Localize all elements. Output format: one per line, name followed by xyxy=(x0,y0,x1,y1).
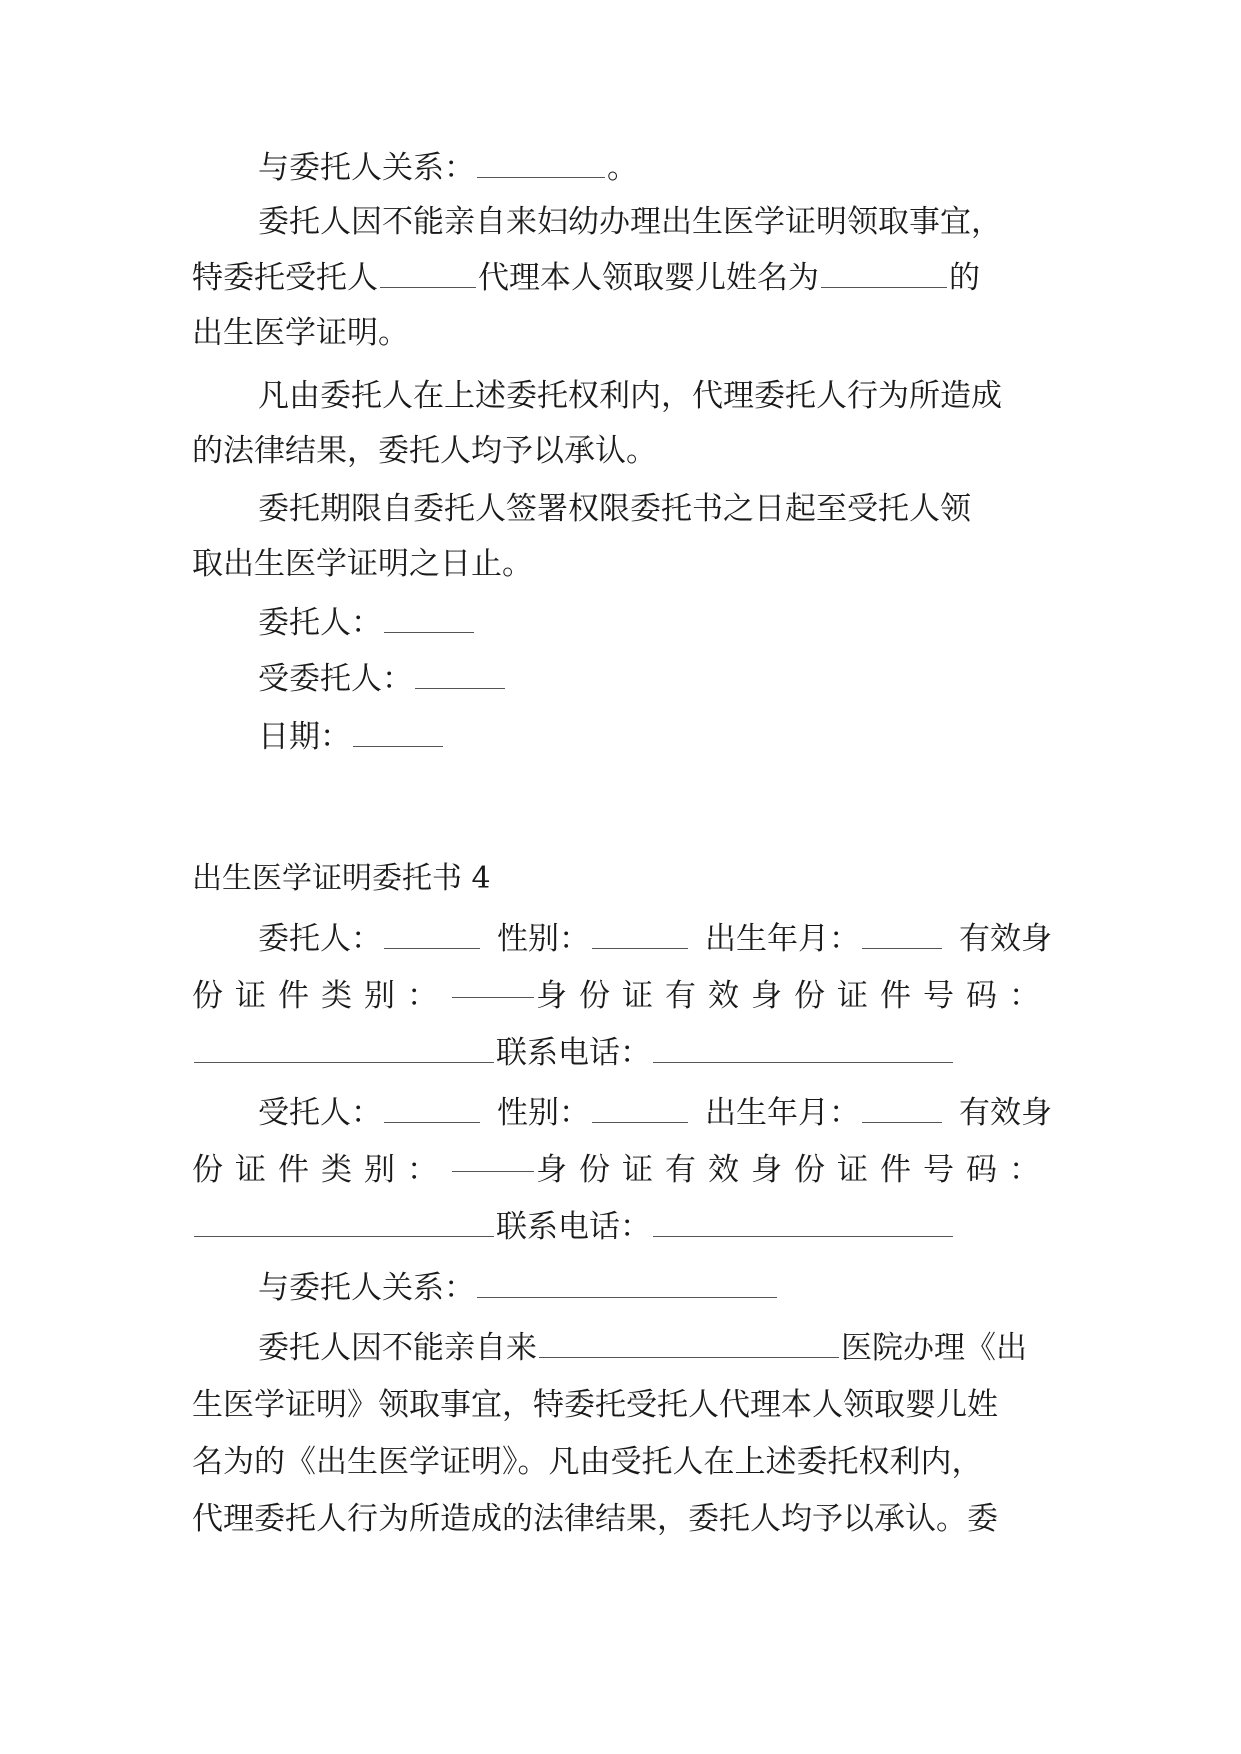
paragraph-line: 委托人因不能亲自来妇幼办理出生医学证明领取事宜， xyxy=(258,204,1002,240)
signature-date: 日期： xyxy=(258,708,1052,766)
paragraph-line: 出生医学证明。 xyxy=(192,315,409,351)
agent-phone-line: 联系电话： xyxy=(192,1198,1052,1256)
principal-id-line: 份证件类别： 身份证有效身份证件号码： xyxy=(192,967,1052,1025)
signature-principal: 委托人： xyxy=(258,594,1052,652)
baby-name-blank xyxy=(821,257,947,288)
signature-blank xyxy=(384,602,474,633)
section-title: 出生医学证明委托书 4 xyxy=(192,861,491,896)
relation-blank xyxy=(477,147,605,178)
paragraph-line: 委托人因不能亲自来 医院办理《出 xyxy=(258,1319,1052,1377)
agent-id-line: 份证件类别： 身份证有效身份证件号码： xyxy=(192,1141,1052,1199)
agent-info-line: 受托人： 性别： 出生年月： 有效身 xyxy=(258,1084,1052,1142)
principal-info-line: 委托人： 性别： 出生年月： 有效身 xyxy=(258,910,1052,968)
relation-line: 与委托人关系： 。 xyxy=(258,139,1052,197)
paragraph-line: 代理委托人行为所造成的法律结果，委托人均予以承认。委 xyxy=(192,1501,998,1537)
relation-line-4: 与委托人关系： xyxy=(258,1259,1052,1317)
paragraph-line: 凡由委托人在上述委托权利内，代理委托人行为所造成 xyxy=(258,378,1002,414)
paragraph-line: 特委托受托人 代理本人领取婴儿姓名为 的 xyxy=(192,249,1052,307)
relation-label: 与委托人关系： xyxy=(258,150,475,186)
agent-blank xyxy=(380,257,476,288)
paragraph-line: 委托期限自委托人签署权限委托书之日起至受托人领 xyxy=(258,491,971,527)
hospital-blank xyxy=(539,1327,839,1358)
paragraph-line: 名为的《出生医学证明》。凡由受托人在上述委托权利内， xyxy=(192,1444,983,1480)
principal-phone-line: 联系电话： xyxy=(192,1024,1052,1082)
date-blank xyxy=(353,716,443,747)
signature-blank xyxy=(415,658,505,689)
paragraph-line: 生医学证明》领取事宜，特委托受托人代理本人领取婴儿姓 xyxy=(192,1387,998,1423)
paragraph-line: 的法律结果，委托人均予以承认。 xyxy=(192,433,657,469)
paragraph-line: 取出生医学证明之日止。 xyxy=(192,546,533,582)
signature-agent: 受委托人： xyxy=(258,650,1052,708)
